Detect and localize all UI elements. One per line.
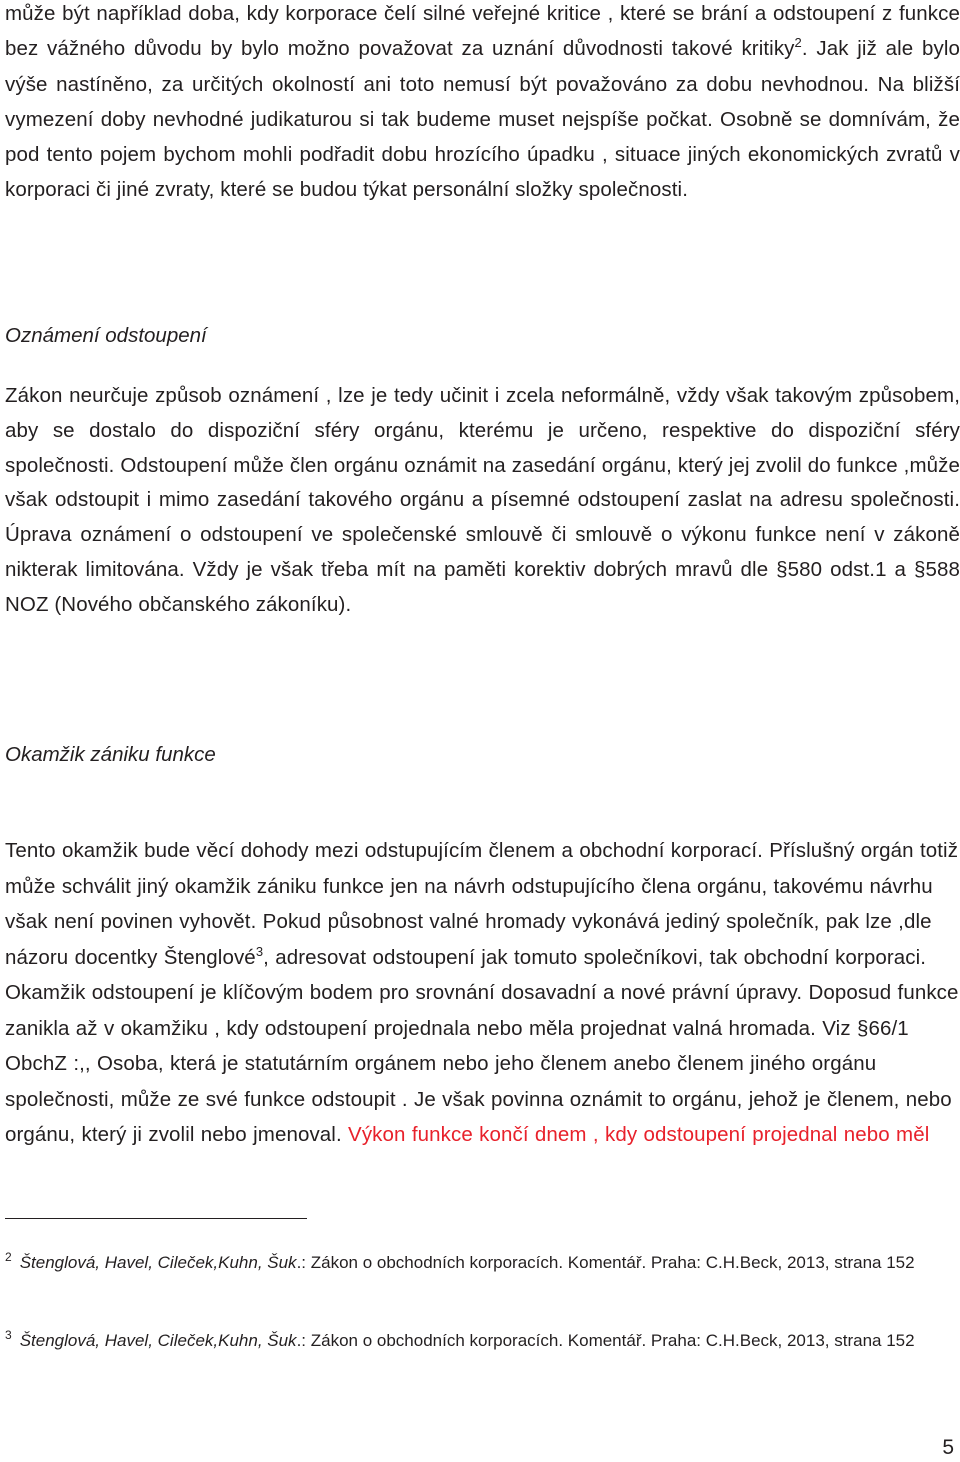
footnote-authors: Štenglová, Havel, Cileček,Kuhn, Šuk xyxy=(19,1253,297,1272)
footnote-number: 2 xyxy=(5,1250,12,1265)
paragraph-oznameni: Zákon neurčuje způsob oznámení , lze je tedy učinit i zcela neformálně, vždy však takovým způsobem, aby se dostalo do dispoziční sféry orgánu, kterému je určeno, respektive do dispoziční sféry společnosti. Odstoupení může člen orgánu oznámit na zasedání orgánu, který jej zvolil do funkce ,může však odstoupit i mimo zasedání takového orgánu a písemné odstoupení zaslat na adresu společnosti. Úprava oznámení o odstoupení ve společenské smlouvě či smlouvě o výkonu funkce není v zákoně nikterak limitována. Vždy je však třeba mít na paměti korektiv dobrých mravů dle §580 odst.1 a §588 NOZ (Nového občanského zákoníku). xyxy=(5,384,960,616)
heading-okamzik-zaniku: Okamžik zániku funkce xyxy=(5,743,216,766)
footnote-ref-2: 2 xyxy=(794,35,802,51)
footnote-citation: .: Zákon o obchodních korporacích. Komentář. Praha: C.H.Beck, 2013, strana 152 xyxy=(296,1331,915,1350)
footnote-3 xyxy=(5,1327,960,1354)
footnote-authors: Štenglová, Havel, Cileček,Kuhn, Šuk xyxy=(19,1331,297,1350)
paragraph3-text-b: , adresovat odstoupení jak tomuto společníkovi, tak obchodní korporaci. Okamžik odstoupení je klíčovým bodem pro srovnání dosavadní a nové právní úpravy. Doposud funkce zanikla až v okamžiku , kdy odstoupení projednala nebo měla projednat valná hromada. Viz §66/1 ObchZ :,, Osoba, která je statutárním orgánem nebo jeho členem anebo členem jiného orgánu společnosti, může ze své funkce odstoupit . Je však povinna oznámit to orgánu, jehož je členem, nebo orgánu, který ji zvolil nebo jmenoval. xyxy=(5,945,959,1146)
page-number: 5 xyxy=(942,1436,954,1459)
footnote-2 xyxy=(5,1249,960,1276)
heading-oznameni-odstoupeni: Oznámení odstoupení xyxy=(5,324,207,347)
footnote-separator xyxy=(5,1218,307,1219)
footnote-number: 3 xyxy=(5,1328,12,1343)
paragraph1-text-b: . Jak již ale bylo výše nastíněno, za určitých okolností ani toto nemusí být považováno za dobu nevhodnou. Na bližší vymezení doby nevhodné judikaturou si tak budeme muset nejspíše počkat. Osobně se domnívám, že pod tento pojem bychom mohli podřadit dobu hrozícího úpadku , situace jiných ekonomických zvratů v korporaci či jiné zvraty, které se budou týkat personální složky společnosti. xyxy=(5,37,960,202)
highlighted-red-text: Výkon funkce končí dnem , kdy odstoupení projednal nebo měl xyxy=(348,1123,930,1146)
paragraph-nevhodna-doba xyxy=(5,0,960,208)
footnote-citation: .: Zákon o obchodních korporacích. Komentář. Praha: C.H.Beck, 2013, strana 152 xyxy=(296,1253,915,1272)
paragraph1-text-a: může být například doba, kdy korporace čelí silné veřejné kritice , které se brání a odstoupení z funkce bez vážného důvodu by bylo možno považovat za uznání důvodnosti takové kritiky xyxy=(5,2,960,61)
footnote-ref-3: 3 xyxy=(255,943,264,959)
paragraph-okamzik xyxy=(5,833,960,1153)
paragraph3-text-a: Tento okamžik bude věcí dohody mezi odstupujícím členem a obchodní korporací. Příslušný orgán totiž může schválit jiný okamžik zániku funkce jen na návrh odstupujícího člena orgánu, takovému návrhu však není povinen vyhovět. Pokud působnost valné hromady vykonává jediný společník, pak lze ,dle názoru docentky Štenglové xyxy=(5,839,959,969)
